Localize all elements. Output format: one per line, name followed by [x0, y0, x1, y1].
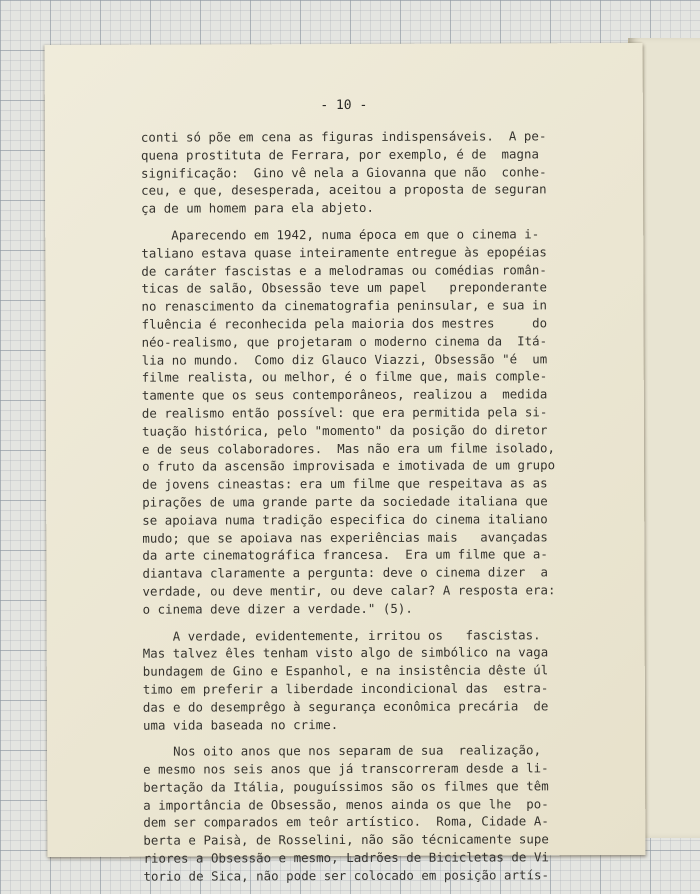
- text-line: verdade, ou deve mentir, ou deve calar? A resposta era:: [142, 582, 556, 599]
- text-line: dem ser comparados em teôr artístico. Roma, Cidade A-: [143, 813, 549, 831]
- text-line: Mas talvez êles tenham visto algo de simbólico na vaga: [142, 644, 549, 662]
- text-line: ceu, e que, desesperada, aceitou a proposta de seguran: [141, 181, 547, 199]
- text-line: diantava claramente a pergunta: deve o cinema dizer a: [142, 564, 548, 581]
- text-line: no renascimento da cinematografia peninsular, e sua in: [141, 297, 548, 314]
- text-line: conti só põe em cena as figuras indispensáveis. A pe-: [140, 128, 547, 145]
- paragraph-2: [141, 225, 622, 618]
- paragraph-4: [143, 741, 623, 885]
- text-line: tuação histórica, pelo "momento" da posição do diretor: [141, 422, 548, 439]
- text-line: se apoiava numa tradição especifica do cinema italiano: [142, 511, 548, 528]
- text-line: e mesmo nos seis anos que já transcorreram desde a li-: [143, 760, 549, 777]
- paragraph-1: [141, 127, 621, 218]
- text-line: bundagem de Gino e Espanhol, e na insistência dêste úl: [142, 662, 549, 679]
- text-line: lia no mundo. Como diz Glauco Viazzi, Obsessão "é um: [141, 350, 548, 368]
- text-line: Aparecendo em 1942, numa época em que o cinema i-: [141, 226, 540, 243]
- text-line: filme realista, ou melhor, é o filme que, mais comple-: [141, 368, 548, 386]
- text-line: ticas de salão, Obsessão teve um papel preponderante: [141, 279, 547, 297]
- text-line: Nos oito anos que nos separam de sua realização,: [143, 742, 542, 760]
- text-line: das e do desemprêgo à segurança econômica precária de: [142, 697, 549, 715]
- text-line: torio de Sica, não pode ser colocado em posição artís-: [143, 867, 550, 884]
- text-line: significação: Gino vê nela a Giovanna que não conhe-: [141, 163, 547, 181]
- text-line: tamente que os seus contemporâneos, realizou a medida: [141, 386, 548, 403]
- text-line: pirações de uma grande parte da sociedade italiana que: [142, 493, 548, 510]
- text-line: uma vida baseada no crime.: [142, 716, 339, 733]
- text-line: de caráter fascistas e a melodramas ou comédias român-: [141, 261, 547, 279]
- text-line: néo-realismo, que projetaram o moderno cinema da Itá-: [141, 333, 548, 350]
- text-line: riores a Obsessão e mesmo, Ladrões de Bicicletas de Vi: [143, 849, 549, 866]
- text-line: timo em preferir a liberdade incondicional das estra-: [142, 680, 549, 697]
- text-line: o fruto da ascensão improvisada e imotivada de um grupo: [142, 457, 556, 475]
- page-number: - 10 -: [320, 97, 368, 114]
- text-line: e de seus colaboradores. Mas não era um filme isolado,: [141, 439, 556, 457]
- text-line: A verdade, evidentemente, irritou os fascistas.: [142, 626, 541, 644]
- paragraph-3: [143, 626, 623, 734]
- text-line: a importância de Obsessão, menos ainda os que lhe po-: [143, 795, 549, 813]
- text-line: quena prostituta de Ferrara, por exemplo, é de magna: [140, 146, 540, 163]
- text-line: mudo; que se apoiava nas experiências mais avançadas: [142, 528, 548, 546]
- body-text: [141, 127, 624, 885]
- text-line: taliano estava quase inteiramente entregue às epopéias: [141, 244, 547, 261]
- document-page: [45, 43, 646, 884]
- text-line: o cinema deve dizer a verdade." (5).: [142, 600, 413, 617]
- text-line: da arte cinematográfica francesa. Era um filme que a-: [142, 546, 548, 564]
- text-line: de realismo então possível: que era permitida pela si-: [141, 404, 548, 421]
- text-line: ça de um homem para ela abjeto.: [141, 200, 374, 216]
- text-line: berta e Paisà, de Rosselini, não são técnicamente supe: [143, 831, 549, 848]
- text-line: bertação da Itália, pouguíssimos são os filmes que têm: [143, 778, 549, 795]
- text-line: de jovens cineastas: era um filme que respeitava as as: [142, 475, 548, 492]
- text-line: fluência é reconhecida pela maioria dos mestres do: [141, 315, 548, 332]
